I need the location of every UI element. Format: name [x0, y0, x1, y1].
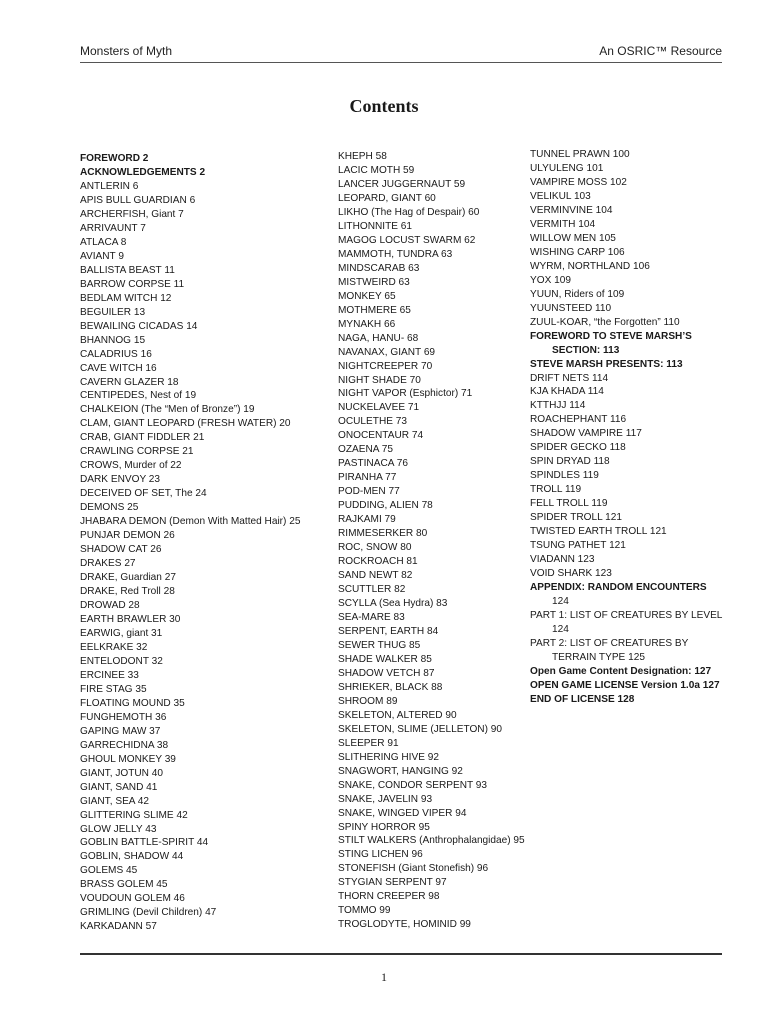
toc-entry: ZUUL-KOAR, “the Forgotten” 110: [530, 316, 680, 328]
toc-entry: SNAKE, WINGED VIPER 94: [338, 807, 467, 819]
toc-entry: SPIN DRYAD 118: [530, 456, 610, 468]
toc-entry: FOREWORD 2: [80, 153, 149, 164]
toc-entry: VERMINVINE 104: [530, 204, 613, 216]
toc-entry: GIANT, JOTUN 40: [80, 767, 164, 779]
toc-entry: LACIC MOTH 59: [338, 164, 415, 176]
toc-entry: RIMMESERKER 80: [338, 528, 428, 540]
toc-entry: GOLEMS 45: [80, 865, 138, 877]
toc-entry: GHOUL MONKEY 39: [80, 753, 176, 765]
toc-entry: BEDLAM WITCH 12: [80, 292, 172, 304]
toc-entry: BEGUILER 13: [80, 306, 146, 318]
toc-entry: SHADOW VAMPIRE 117: [530, 428, 642, 440]
toc-entry: YUUN, Riders of 109: [530, 288, 625, 300]
toc-entry: CAVE WITCH 16: [80, 362, 157, 374]
toc-entry: NIGHTCREEPER 70: [338, 360, 433, 372]
toc-entry: AVIANT 9: [80, 250, 124, 262]
toc-entry: GAPING MAW 37: [80, 725, 161, 737]
toc-entry: SLITHERING HIVE 92: [338, 751, 439, 763]
toc-entry: MAMMOTH, TUNDRA 63: [338, 248, 453, 260]
toc-entry: SERPENT, EARTH 84: [338, 625, 439, 637]
toc-entry: FELL TROLL 119: [530, 498, 608, 510]
toc-entry: MAGOG LOCUST SWARM 62: [338, 234, 476, 246]
toc-entry: ERCINEE 33: [80, 669, 139, 681]
toc-entry: ROCKROACH 81: [338, 556, 418, 568]
toc-entry: ATLACA 8: [80, 236, 127, 248]
toc-entry: ULYULENG 101: [530, 162, 604, 174]
toc-entry: CROWS, Murder of 22: [80, 460, 182, 472]
toc-entry: CRAWLING CORPSE 21: [80, 446, 194, 458]
toc-entry: MISTWEIRD 63: [338, 276, 410, 288]
toc-entry: PIRANHA 77: [338, 472, 397, 484]
toc-entry: VIADANN 123: [530, 554, 595, 566]
page-number: 1: [381, 970, 387, 984]
toc-entry: SKELETON, SLIME (JELLETON) 90: [338, 723, 502, 735]
toc-entry: PART 1: LIST OF CREATURES BY LEVEL: [530, 609, 723, 621]
toc-entry: APPENDIX: RANDOM ENCOUNTERS: [530, 582, 707, 594]
toc-entry: MINDSCARAB 63: [338, 262, 420, 274]
toc-entry: WILLOW MEN 105: [530, 232, 616, 244]
toc-entry: STYGIAN SERPENT 97: [338, 877, 447, 889]
toc-entry: DRAKES 27: [80, 558, 136, 570]
toc-entry: APIS BULL GUARDIAN 6: [80, 194, 196, 206]
toc-entry: STING LICHEN 96: [338, 849, 423, 861]
toc-entry: GRIMLING (Devil Children) 47: [80, 907, 217, 919]
toc-entry: VAMPIRE MOSS 102: [530, 176, 627, 188]
toc-entry: MOTHMERE 65: [338, 304, 411, 316]
toc-entry: OCULETHE 73: [338, 416, 407, 428]
toc-entry: TOMMO 99: [338, 905, 391, 917]
running-header-left: Monsters of Myth: [80, 44, 173, 58]
toc-entry: WYRM, NORTHLAND 106: [530, 260, 650, 272]
toc-entry: FLOATING MOUND 35: [80, 697, 185, 709]
toc-entry: OZAENA 75: [338, 444, 393, 456]
toc-entry: MYNAKH 66: [338, 318, 396, 330]
toc-entry: END OF LICENSE 128: [530, 693, 635, 705]
toc-entry: DEMONS 25: [80, 502, 139, 514]
toc-entry: TWISTED EARTH TROLL 121: [530, 526, 667, 538]
toc-entry: PUDDING, ALIEN 78: [338, 500, 433, 512]
toc-entry: ONOCENTAUR 74: [338, 430, 424, 442]
toc-entry: BEWAILING CICADAS 14: [80, 320, 198, 332]
toc-entry: KJA KHADA 114: [530, 386, 604, 398]
toc-entry: NAGA, HANU- 68: [338, 332, 419, 344]
toc-entry: LIKHO (The Hag of Despair) 60: [338, 206, 480, 218]
toc-entry: THORN CREEPER 98: [338, 891, 440, 903]
toc-entry: VERMITH 104: [530, 218, 596, 230]
toc-entry: DRIFT NETS 114: [530, 372, 609, 384]
toc-entry: YUUNSTEED 110: [530, 302, 612, 314]
toc-entry: LANCER JUGGERNAUT 59: [338, 178, 466, 190]
toc-entry: WISHING CARP 106: [530, 246, 625, 258]
toc-entry: GIANT, SAND 41: [80, 781, 158, 793]
toc-entry: LITHONNITE 61: [338, 220, 413, 232]
toc-entry: DROWAD 28: [80, 600, 140, 611]
toc-entry: ANTLERIN 6: [80, 180, 139, 192]
toc-entry: SNAGWORT, HANGING 92: [338, 765, 463, 777]
toc-entry: SCYLLA (Sea Hydra) 83: [338, 598, 448, 609]
toc-entry: DARK ENVOY 23: [80, 474, 161, 486]
toc-entry: 124: [552, 596, 569, 607]
toc-entry: STEVE MARSH PRESENTS: 113: [530, 358, 683, 370]
toc-entry: YOX 109: [530, 274, 571, 286]
toc-entry: RAJKAMI 79: [338, 514, 396, 526]
toc-entry: SHROOM 89: [338, 695, 398, 707]
toc-entry: FIRE STAG 35: [80, 683, 147, 695]
toc-entry: CHALKEION (The “Men of Bronze”) 19: [80, 404, 255, 416]
toc-entry: SPIDER TROLL 121: [530, 512, 623, 524]
toc-entry: TSUNG PATHET 121: [530, 540, 626, 552]
toc-entry: BHANNOG 15: [80, 334, 146, 346]
toc-entry: FUNGHEMOTH 36: [80, 711, 167, 723]
toc-entry: EARTH BRAWLER 30: [80, 613, 181, 625]
toc-entry: STILT WALKERS (Anthrophalangidae) 95: [338, 835, 525, 847]
toc-entry: SPINDLES 119: [530, 470, 599, 482]
toc-entry: ARRIVAUNT 7: [80, 222, 146, 234]
toc-entry: ENTELODONT 32: [80, 655, 163, 667]
toc-entry: KARKADANN 57: [80, 921, 157, 933]
toc-entry: JHABARA DEMON (Demon With Matted Hair) 25: [80, 516, 301, 528]
toc-entry: KHEPH 58: [338, 151, 387, 162]
toc-entry: SAND NEWT 82: [338, 570, 413, 582]
toc-entry: Open Game Content Designation: 127: [530, 665, 712, 677]
toc-entry: GIANT, SEA 42: [80, 795, 150, 807]
footer-rule: [80, 953, 722, 955]
toc-entry: CALADRIUS 16: [80, 348, 152, 360]
toc-entry: SPINY HORROR 95: [338, 821, 430, 833]
toc-entry: ARCHERFISH, Giant 7: [80, 208, 184, 220]
page-title: Contents: [349, 96, 419, 116]
toc-entry: DECEIVED OF SET, The 24: [80, 488, 207, 500]
toc-entry: PASTINACA 76: [338, 458, 408, 470]
toc-entry: SEWER THUG 85: [338, 639, 421, 651]
contents-column-1: [80, 152, 300, 934]
toc-entry: CENTIPEDES, Nest of 19: [80, 390, 197, 402]
toc-entry: CLAM, GIANT LEOPARD (FRESH WATER) 20: [80, 418, 291, 430]
toc-entry: BALLISTA BEAST 11: [80, 264, 175, 276]
header-rule: [80, 62, 722, 63]
toc-entry: DRAKE, Guardian 27: [80, 572, 176, 584]
toc-entry: LEOPARD, GIANT 60: [338, 192, 436, 204]
toc-entry: EARWIG, giant 31: [80, 627, 163, 639]
toc-entry: NAVANAX, GIANT 69: [338, 346, 436, 358]
toc-entry: BARROW CORPSE 11: [80, 278, 185, 290]
toc-entry: CRAB, GIANT FIDDLER 21: [80, 432, 205, 444]
toc-entry: SEA-MARE 83: [338, 611, 405, 623]
toc-entry: TROLL 119: [530, 484, 582, 496]
toc-entry: SKELETON, ALTERED 90: [338, 709, 457, 721]
contents-column-3: [530, 148, 722, 707]
toc-entry: NIGHT VAPOR (Esphictor) 71: [338, 388, 473, 400]
toc-entry: SHRIEKER, BLACK 88: [338, 681, 443, 693]
toc-entry: CAVERN GLAZER 18: [80, 376, 179, 388]
toc-entry: SHADE WALKER 85: [338, 653, 432, 665]
toc-entry: 124: [552, 623, 569, 635]
toc-entry: SHADOW VETCH 87: [338, 667, 435, 679]
toc-entry: SECTION: 113: [552, 344, 620, 356]
toc-entry: MONKEY 65: [338, 290, 396, 302]
toc-entry: KTTHJJ 114: [530, 400, 586, 412]
toc-entry: ROC, SNOW 80: [338, 542, 412, 554]
contents-column-2: [338, 150, 525, 932]
toc-entry: TROGLODYTE, HOMINID 99: [338, 919, 471, 931]
toc-entry: VELIKUL 103: [530, 190, 591, 202]
toc-entry: BRASS GOLEM 45: [80, 879, 168, 891]
toc-entry: VOID SHARK 123: [530, 568, 612, 580]
toc-entry: FOREWORD TO STEVE MARSH’S: [530, 330, 692, 342]
toc-entry: SCUTTLER 82: [338, 584, 406, 596]
toc-entry: EELKRAKE 32: [80, 641, 148, 653]
toc-entry: POD-MEN 77: [338, 486, 400, 498]
toc-entry: TERRAIN TYPE 125: [552, 651, 645, 663]
toc-entry: GARRECHIDNA 38: [80, 739, 169, 751]
toc-entry: SLEEPER 91: [338, 737, 399, 749]
toc-entry: ROACHEPHANT 116: [530, 414, 627, 426]
toc-entry: ACKNOWLEDGEMENTS 2: [80, 166, 206, 178]
toc-entry: PART 2: LIST OF CREATURES BY: [530, 637, 689, 649]
toc-entry: SHADOW CAT 26: [80, 544, 162, 556]
toc-entry: SPIDER GECKO 118: [530, 442, 626, 454]
toc-entry: GOBLIN BATTLE-SPIRIT 44: [80, 837, 209, 849]
toc-entry: SNAKE, JAVELIN 93: [338, 793, 433, 805]
toc-entry: SNAKE, CONDOR SERPENT 93: [338, 779, 488, 791]
toc-entry: VOUDOUN GOLEM 46: [80, 893, 185, 905]
running-header-right: An OSRIC™ Resource: [599, 44, 722, 58]
toc-entry: OPEN GAME LICENSE Version 1.0a 127: [530, 679, 720, 691]
toc-entry: PUNJAR DEMON 26: [80, 530, 175, 542]
toc-entry: GLOW JELLY 43: [80, 823, 157, 835]
toc-entry: DRAKE, Red Troll 28: [80, 586, 175, 598]
toc-entry: TUNNEL PRAWN 100: [530, 149, 630, 160]
toc-entry: GLITTERING SLIME 42: [80, 809, 188, 821]
toc-entry: NIGHT SHADE 70: [338, 374, 421, 386]
toc-entry: STONEFISH (Giant Stonefish) 96: [338, 863, 489, 875]
toc-entry: NUCKELAVEE 71: [338, 402, 420, 414]
toc-entry: GOBLIN, SHADOW 44: [80, 851, 184, 863]
